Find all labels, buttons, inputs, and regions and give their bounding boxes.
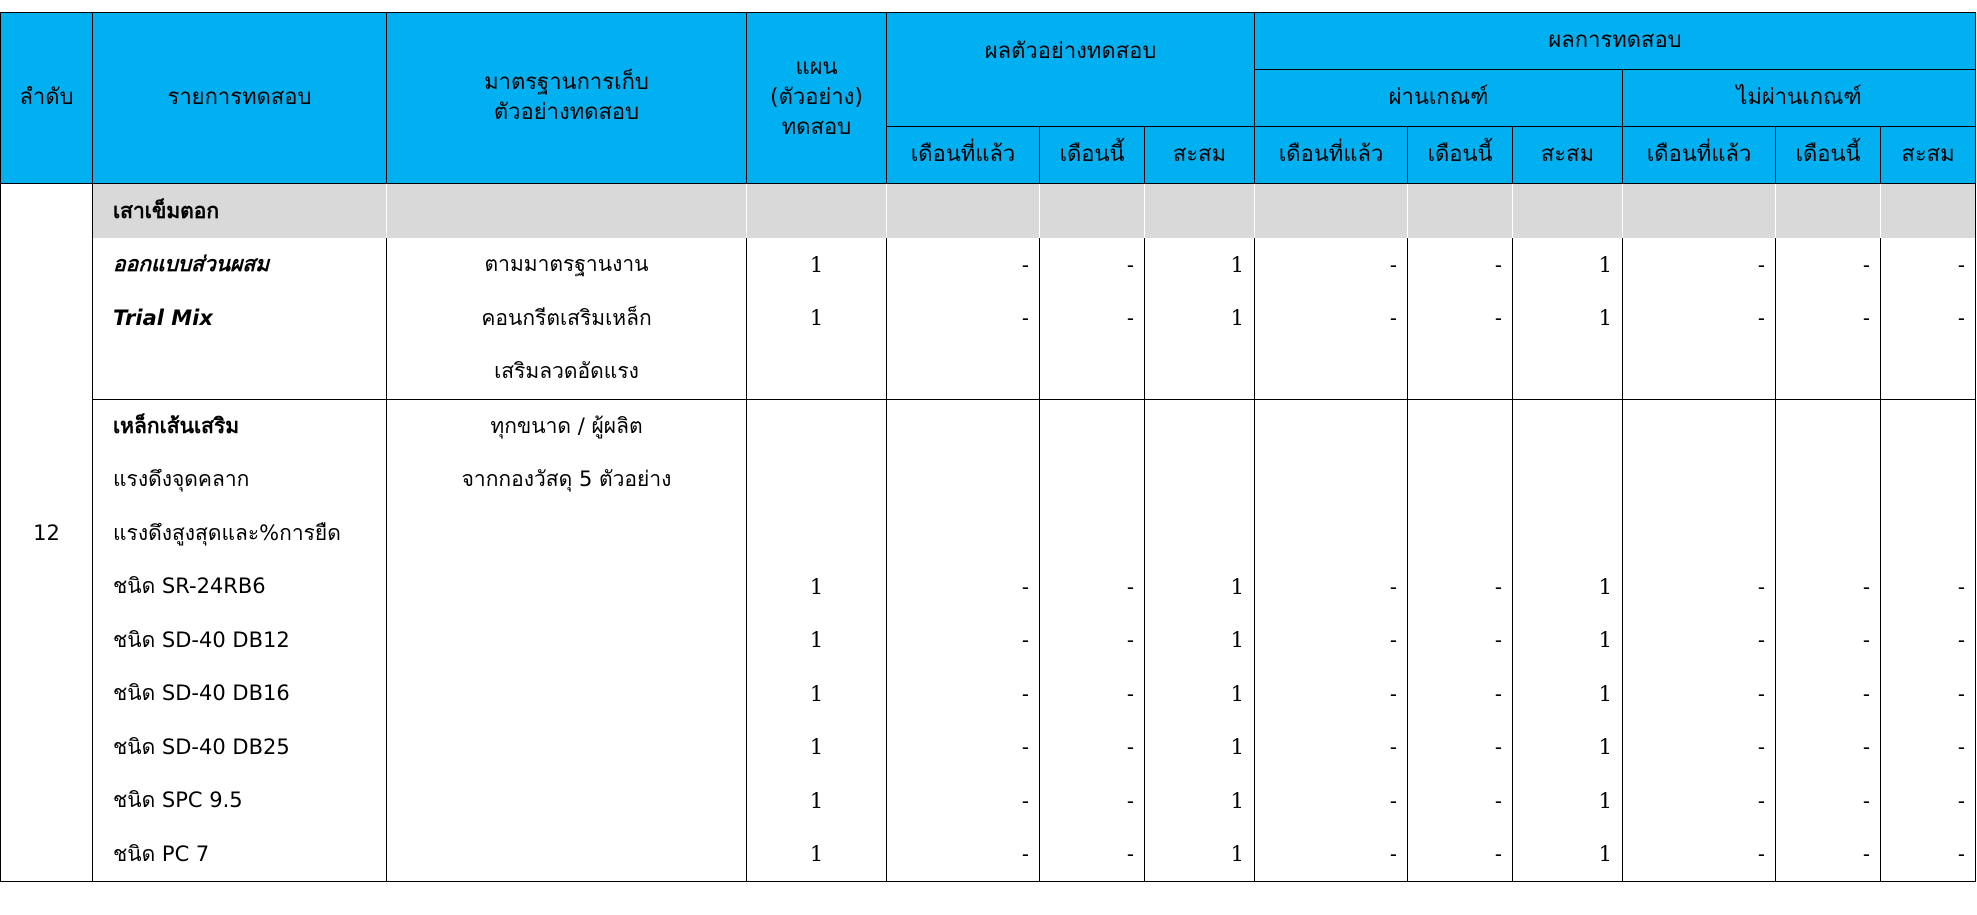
fail-this-month-value: - — [1776, 828, 1881, 882]
sample-cumulative-value: 1 — [1145, 667, 1255, 721]
plan-value: 1 — [747, 828, 887, 882]
pass-this-month-header: เดือนนี้ — [1408, 127, 1513, 184]
pass-this-month-value: - — [1408, 667, 1513, 721]
pass-cumulative-value: 1 — [1513, 667, 1623, 721]
fail-cumulative-value: - — [1881, 774, 1976, 828]
pass-this-month-value: - — [1408, 560, 1513, 614]
steel-type-label: ชนิด SR-24RB6 — [93, 560, 387, 614]
table-row — [1, 453, 1976, 507]
sample-cumulative-value: 1 — [1145, 560, 1255, 614]
plan-value: 1 — [747, 614, 887, 668]
fail-this-month-value: - — [1776, 774, 1881, 828]
sample-last-month-header: เดือนที่แล้ว — [887, 127, 1040, 184]
pass-this-month-value: - — [1408, 774, 1513, 828]
sample-cumulative-value: 1 — [1145, 721, 1255, 775]
plan-value: 1 — [747, 560, 887, 614]
table-row — [1, 399, 1976, 453]
empty-cell — [1776, 399, 1881, 453]
steel-type-label: ชนิด SD-40 DB25 — [93, 721, 387, 775]
pass-header: ผ่านเกณฑ์ — [1255, 70, 1623, 127]
steel-standard-line: จากกองวัสดุ 5 ตัวอย่าง — [387, 453, 747, 507]
category-cell — [1513, 184, 1623, 239]
pass-last-month-value: - — [1255, 774, 1408, 828]
fail-cumulative-value: - — [1881, 721, 1976, 775]
table-row — [1, 774, 1976, 828]
empty-cell — [1623, 399, 1776, 453]
fail-header: ไม่ผ่านเกณฑ์ — [1623, 70, 1976, 127]
table-row — [1, 238, 1976, 292]
sample-this-month-value: - — [1040, 774, 1145, 828]
empty-cell — [387, 774, 747, 828]
sample-last-month-value: - — [887, 292, 1040, 346]
pass-last-month-value: - — [1255, 238, 1408, 292]
fail-last-month-value: - — [1623, 667, 1776, 721]
steel-type-label: ชนิด SPC 9.5 — [93, 774, 387, 828]
fail-this-month-header: เดือนนี้ — [1776, 127, 1881, 184]
plan-value: 1 — [747, 774, 887, 828]
fail-this-month-value: - — [1776, 238, 1881, 292]
empty-cell — [1513, 453, 1623, 507]
category-cell — [1881, 184, 1976, 239]
sample-this-month-value: - — [1040, 828, 1145, 882]
steel-title: เหล็กเส้นเสริม — [93, 399, 387, 453]
category-label: เสาเข็มตอก — [93, 184, 387, 239]
pass-cumulative-value: 1 — [1513, 560, 1623, 614]
empty-cell — [1881, 507, 1976, 561]
empty-cell — [1623, 507, 1776, 561]
empty-cell — [1776, 453, 1881, 507]
fail-last-month-value: - — [1623, 774, 1776, 828]
category-cell — [1623, 184, 1776, 239]
plan-value: 1 — [747, 238, 887, 292]
standard-header: มาตรฐานการเก็บตัวอย่างทดสอบ — [387, 13, 747, 184]
seq-number: 12 — [1, 184, 93, 882]
sample-last-month-value: - — [887, 774, 1040, 828]
empty-cell — [1040, 453, 1145, 507]
test-results-header: ผลการทดสอบ — [1255, 13, 1976, 70]
sample-this-month-value: - — [1040, 721, 1145, 775]
empty-cell — [387, 507, 747, 561]
empty-cell — [387, 560, 747, 614]
category-cell — [1776, 184, 1881, 239]
fail-last-month-value: - — [1623, 292, 1776, 346]
mix-standard-line: เสริมลวดอัดแรง — [387, 345, 747, 399]
steel-standard-line: ทุกขนาด / ผู้ผลิต — [387, 399, 747, 453]
steel-type-label: ชนิด SD-40 DB12 — [93, 614, 387, 668]
empty-cell — [1040, 399, 1145, 453]
empty-cell — [1881, 453, 1976, 507]
fail-cumulative-value: - — [1881, 292, 1976, 346]
table-row — [1, 507, 1976, 561]
fail-this-month-value: - — [1776, 667, 1881, 721]
table-row — [1, 292, 1976, 346]
pass-this-month-value: - — [1408, 292, 1513, 346]
table-row — [1, 721, 1976, 775]
category-cell — [887, 184, 1040, 239]
empty-cell — [387, 614, 747, 668]
sample-cumulative-header: สะสม — [1145, 127, 1255, 184]
sample-last-month-value: - — [887, 238, 1040, 292]
table-row — [1, 560, 1976, 614]
empty-cell — [1881, 399, 1976, 453]
category-cell — [1145, 184, 1255, 239]
pass-cumulative-value: 1 — [1513, 828, 1623, 882]
sample-this-month-header: เดือนนี้ — [1040, 127, 1145, 184]
empty-cell — [93, 345, 387, 399]
sample-results-header: ผลตัวอย่างทดสอบ — [887, 13, 1255, 127]
mix-title: ออกแบบส่วนผสม — [93, 238, 387, 292]
fail-this-month-value: - — [1776, 560, 1881, 614]
sample-last-month-value: - — [887, 721, 1040, 775]
table-row — [1, 828, 1976, 882]
steel-line: แรงดึงสูงสุดและ%การยืด — [93, 507, 387, 561]
empty-cell — [1776, 345, 1881, 399]
empty-cell — [1513, 345, 1623, 399]
fail-last-month-value: - — [1623, 721, 1776, 775]
category-cell — [1408, 184, 1513, 239]
mix-subtitle: Trial Mix — [93, 292, 387, 346]
plan-value: 1 — [747, 292, 887, 346]
pass-last-month-header: เดือนที่แล้ว — [1255, 127, 1408, 184]
pass-last-month-value: - — [1255, 667, 1408, 721]
empty-cell — [1408, 399, 1513, 453]
fail-last-month-value: - — [1623, 560, 1776, 614]
fail-cumulative-value: - — [1881, 614, 1976, 668]
table-row — [1, 667, 1976, 721]
fail-cumulative-header: สะสม — [1881, 127, 1976, 184]
plan-value: 1 — [747, 721, 887, 775]
pass-cumulative-header: สะสม — [1513, 127, 1623, 184]
empty-cell — [747, 507, 887, 561]
table-row — [1, 345, 1976, 399]
empty-cell — [1408, 453, 1513, 507]
steel-type-label: ชนิด PC 7 — [93, 828, 387, 882]
sample-this-month-value: - — [1040, 560, 1145, 614]
seq-header: ลำดับ — [1, 13, 93, 184]
sample-last-month-value: - — [887, 667, 1040, 721]
header-row-1 — [1, 13, 1976, 70]
fail-last-month-value: - — [1623, 238, 1776, 292]
empty-cell — [1513, 399, 1623, 453]
mix-standard-line: คอนกรีตเสริมเหล็ก — [387, 292, 747, 346]
pass-cumulative-value: 1 — [1513, 614, 1623, 668]
pass-last-month-value: - — [1255, 721, 1408, 775]
empty-cell — [1623, 453, 1776, 507]
pass-cumulative-value: 1 — [1513, 238, 1623, 292]
fail-this-month-value: - — [1776, 721, 1881, 775]
steel-type-label: ชนิด SD-40 DB16 — [93, 667, 387, 721]
sample-this-month-value: - — [1040, 614, 1145, 668]
empty-cell — [1881, 345, 1976, 399]
empty-cell — [887, 399, 1040, 453]
empty-cell — [1513, 507, 1623, 561]
category-cell — [1255, 184, 1408, 239]
empty-cell — [747, 345, 887, 399]
sample-cumulative-value: 1 — [1145, 828, 1255, 882]
pass-this-month-value: - — [1408, 614, 1513, 668]
empty-cell — [1145, 507, 1255, 561]
empty-cell — [1408, 345, 1513, 399]
pass-cumulative-value: 1 — [1513, 721, 1623, 775]
empty-cell — [887, 507, 1040, 561]
pass-cumulative-value: 1 — [1513, 774, 1623, 828]
item-header: รายการทดสอบ — [93, 13, 387, 184]
sample-cumulative-value: 1 — [1145, 292, 1255, 346]
plan-header: แผน (ตัวอย่าง) ทดสอบ — [747, 13, 887, 184]
fail-last-month-value: - — [1623, 614, 1776, 668]
steel-line: แรงดึงจุดคลาก — [93, 453, 387, 507]
empty-cell — [387, 828, 747, 882]
category-row — [1, 184, 1976, 239]
empty-cell — [747, 399, 887, 453]
sample-last-month-value: - — [887, 560, 1040, 614]
fail-this-month-value: - — [1776, 292, 1881, 346]
empty-cell — [1255, 399, 1408, 453]
empty-cell — [387, 721, 747, 775]
pass-this-month-value: - — [1408, 828, 1513, 882]
pass-last-month-value: - — [1255, 828, 1408, 882]
empty-cell — [887, 345, 1040, 399]
empty-cell — [1145, 399, 1255, 453]
empty-cell — [1040, 507, 1145, 561]
fail-cumulative-value: - — [1881, 560, 1976, 614]
empty-cell — [1255, 507, 1408, 561]
category-cell — [387, 184, 747, 239]
empty-cell — [1040, 345, 1145, 399]
mix-standard-line: ตามมาตรฐานงาน — [387, 238, 747, 292]
sample-cumulative-value: 1 — [1145, 614, 1255, 668]
empty-cell — [1408, 507, 1513, 561]
empty-cell — [747, 453, 887, 507]
empty-cell — [387, 667, 747, 721]
fail-cumulative-value: - — [1881, 238, 1976, 292]
empty-cell — [1255, 453, 1408, 507]
pass-cumulative-value: 1 — [1513, 292, 1623, 346]
empty-cell — [1255, 345, 1408, 399]
pass-last-month-value: - — [1255, 292, 1408, 346]
fail-last-month-value: - — [1623, 828, 1776, 882]
fail-last-month-header: เดือนที่แล้ว — [1623, 127, 1776, 184]
table-row — [1, 614, 1976, 668]
pass-this-month-value: - — [1408, 238, 1513, 292]
sample-last-month-value: - — [887, 614, 1040, 668]
empty-cell — [1776, 507, 1881, 561]
plan-value: 1 — [747, 667, 887, 721]
sample-this-month-value: - — [1040, 238, 1145, 292]
pass-last-month-value: - — [1255, 614, 1408, 668]
empty-cell — [887, 453, 1040, 507]
sample-this-month-value: - — [1040, 292, 1145, 346]
sample-this-month-value: - — [1040, 667, 1145, 721]
sample-cumulative-value: 1 — [1145, 774, 1255, 828]
category-cell — [747, 184, 887, 239]
category-cell — [1040, 184, 1145, 239]
empty-cell — [1145, 345, 1255, 399]
pass-last-month-value: - — [1255, 560, 1408, 614]
empty-cell — [1623, 345, 1776, 399]
empty-cell — [1145, 453, 1255, 507]
sample-last-month-value: - — [887, 828, 1040, 882]
pass-this-month-value: - — [1408, 721, 1513, 775]
fail-cumulative-value: - — [1881, 667, 1976, 721]
sample-cumulative-value: 1 — [1145, 238, 1255, 292]
fail-this-month-value: - — [1776, 614, 1881, 668]
test-results-table — [0, 12, 1976, 882]
fail-cumulative-value: - — [1881, 828, 1976, 882]
